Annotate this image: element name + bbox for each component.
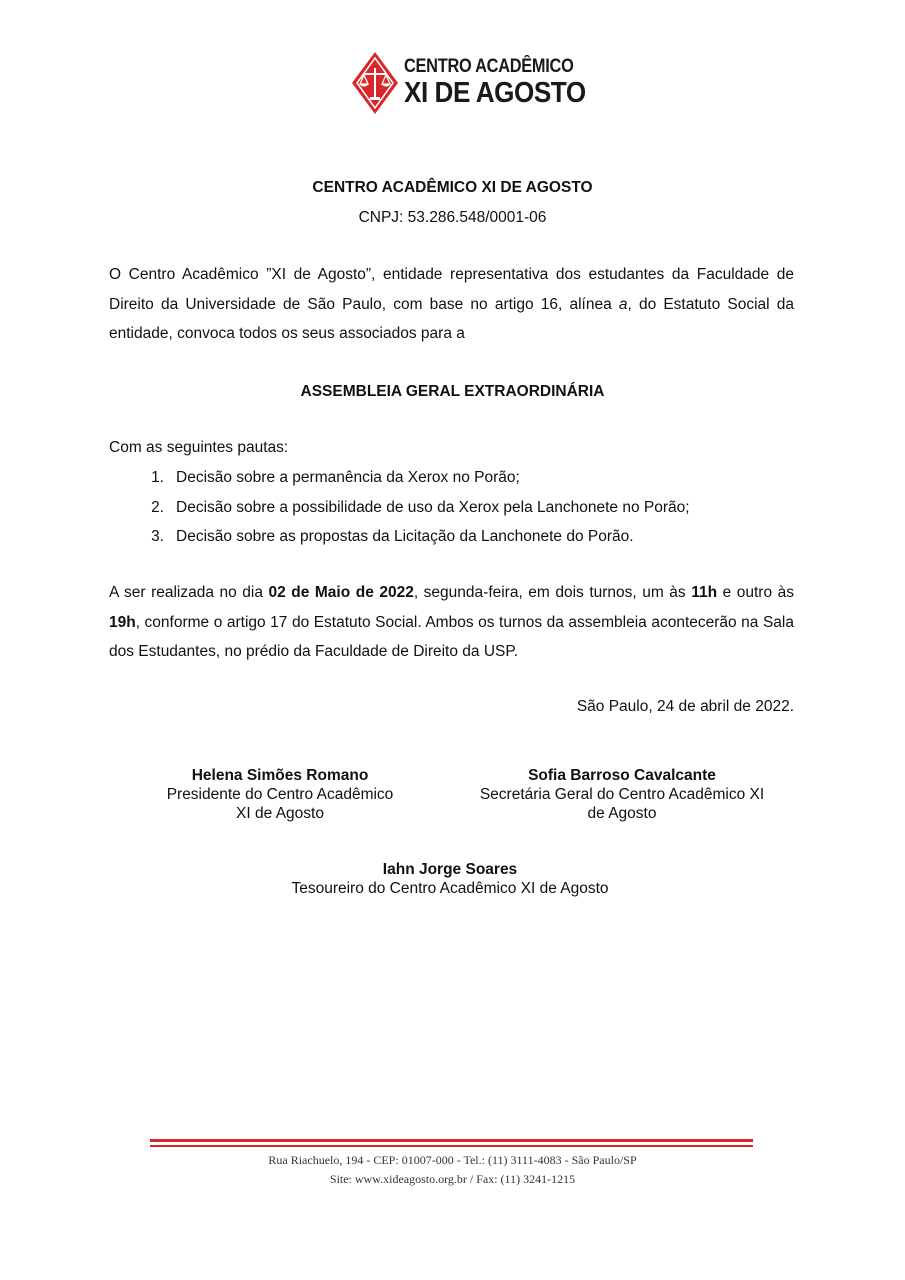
- agenda-list: [109, 463, 690, 552]
- assembly-heading: ASSEMBLEIA GERAL EXTRAORDINÁRIA: [300, 383, 605, 400]
- signer-role: XI de Agosto: [236, 805, 324, 822]
- list-item: 3. Decisão sobre as propostas da Licitação da Lanchonete do Porão.: [151, 528, 634, 545]
- signature-block-treasurer: [250, 860, 650, 898]
- agenda-intro: Com as seguintes pautas:: [109, 439, 289, 456]
- logo-text-line1: CENTRO ACADÊMICO: [404, 56, 574, 77]
- signer-name: Sofia Barroso Cavalcante: [528, 767, 716, 784]
- logo-text-line2: XI DE AGOSTO: [404, 77, 586, 109]
- footer-address: Rua Riachuelo, 194 - CEP: 01007-000 - Tel.: (11) 3111-4083 - São Paulo/SP: [268, 1153, 637, 1167]
- intro-paragraph: O Centro Acadêmico ”XI de Agosto”, entidade representativa dos estudantes da Faculdade de Direito da Universidade de São Paulo, com base no artigo 16, alínea a, do Estatuto Social da entidade, convoca todos os seus associados para a: [109, 266, 794, 342]
- signer-role: Secretária Geral do Centro Acadêmico XI: [479, 786, 765, 803]
- signer-role: de Agosto: [587, 805, 657, 822]
- list-item: 1. Decisão sobre a permanência da Xerox no Porão;: [151, 469, 520, 486]
- document-title: CENTRO ACADÊMICO XI DE AGOSTO: [312, 179, 593, 196]
- footer-contact: Site: www.xideagosto.org.br / Fax: (11) 3241-1215: [329, 1172, 576, 1186]
- footer-divider: [150, 1139, 753, 1142]
- signer-role: Presidente do Centro Acadêmico: [166, 786, 394, 803]
- signer-name: Iahn Jorge Soares: [382, 861, 518, 878]
- scales-of-justice-icon: [350, 50, 400, 116]
- signer-role: Tesoureiro do Centro Acadêmico XI de Agosto: [291, 880, 609, 897]
- logo: [350, 50, 586, 116]
- signature-block-secretary: [462, 766, 782, 823]
- meeting-details-paragraph: A ser realizada no dia 02 de Maio de 2022, segunda-feira, em dois turnos, um às 11h e outro às 19h, conforme o artigo 17 do Estatuto Social. Ambos os turnos da assembleia acontecerão na Sala dos Estudantes, no prédio da Faculdade de Direito da USP.: [109, 584, 794, 660]
- cnpj: CNPJ: 53.286.548/0001-06: [358, 209, 547, 226]
- signature-block-president: [150, 766, 410, 823]
- signer-name: Helena Simões Romano: [191, 767, 369, 784]
- place-and-date: São Paulo, 24 de abril de 2022.: [576, 698, 794, 715]
- footer-divider: [150, 1145, 753, 1147]
- list-item: 2. Decisão sobre a possibilidade de uso da Xerox pela Lanchonete no Porão;: [151, 498, 690, 516]
